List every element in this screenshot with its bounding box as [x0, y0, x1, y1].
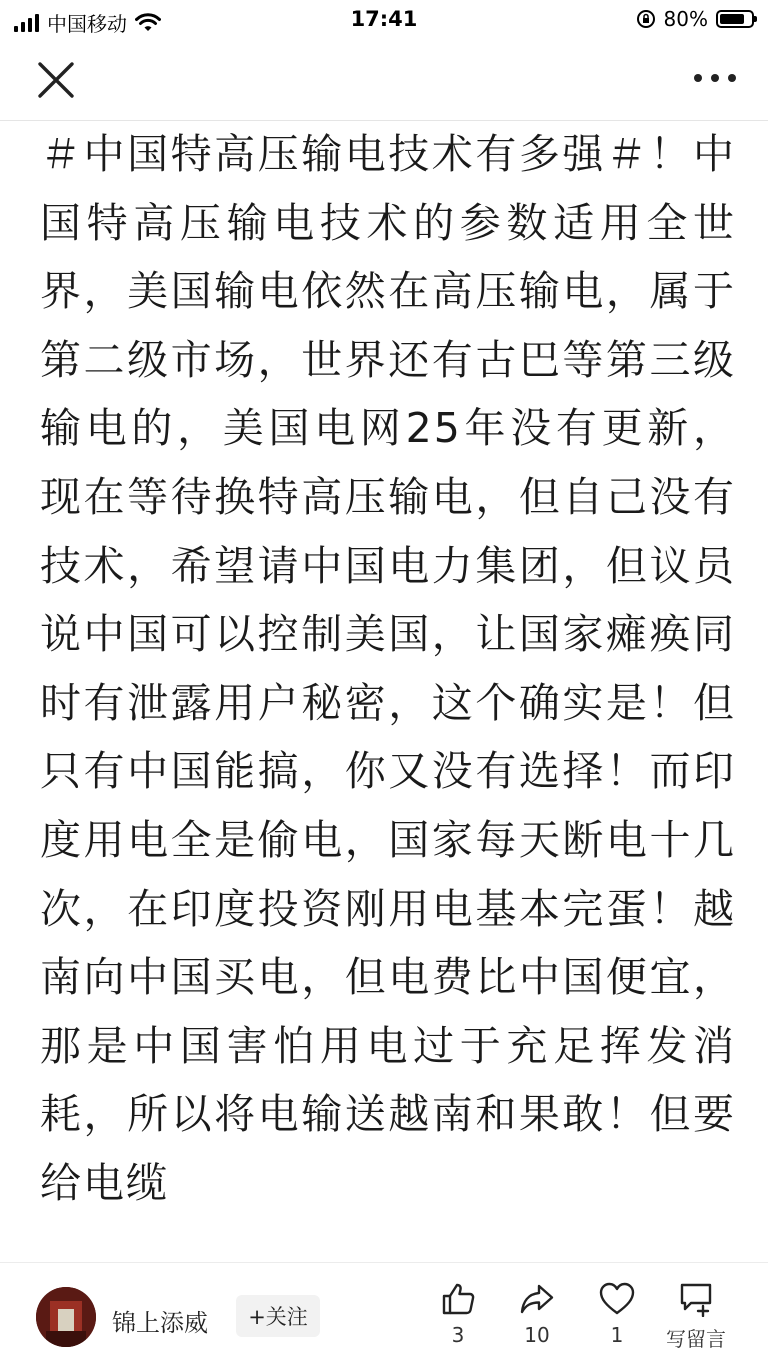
- comment-label: 写留言: [666, 1327, 726, 1351]
- more-dots-icon: [692, 68, 738, 88]
- status-bar: [0, 0, 768, 40]
- favorite-button[interactable]: [577, 1281, 657, 1347]
- bottom-bar: [0, 1262, 768, 1367]
- thumbs-up-icon: [440, 1281, 476, 1317]
- share-arrow-icon: [519, 1281, 555, 1317]
- write-comment-icon: [677, 1281, 715, 1317]
- status-right: [636, 7, 754, 31]
- battery-percent: 80%: [663, 7, 708, 31]
- comment-button[interactable]: [656, 1281, 736, 1352]
- close-button[interactable]: [34, 58, 78, 102]
- battery-fill: [720, 14, 744, 24]
- post-content: [40, 120, 736, 1260]
- author-name[interactable]: 锦上添威: [112, 1309, 208, 1337]
- post-text: ＃中国特高压输电技术有多强＃！中国特高压输电技术的参数适用全世界，美国输电依然在高压输电，属于第二级市场，世界还有古巴等第三级输电的，美国电网25年没有更新，现在等待换特高压输电，但自己没有技术，希望请中国电力集团，但议员说中国可以控制美国，让国家瘫痪同时有泄露用户秘密，这个确实是！但只有中国能搞，你又没有选择！而印度用电全是偷电，国家每天断电十几次，在印度投资刚用电基本完蛋！越南向中国买电，但电费比中国便宜，那是中国害怕用电过于充足挥发消耗，所以将电输送越南和果敢！但要给电缆: [40, 130, 736, 1207]
- share-button[interactable]: [497, 1281, 577, 1347]
- heart-icon: [598, 1281, 636, 1317]
- carrier-name: 中国移动: [47, 12, 127, 36]
- battery-icon: [716, 10, 754, 28]
- close-icon: [34, 58, 78, 102]
- like-button[interactable]: [418, 1281, 498, 1347]
- share-count: 10: [524, 1323, 550, 1347]
- orientation-lock-icon: [636, 9, 656, 29]
- avatar[interactable]: [36, 1287, 96, 1347]
- follow-button[interactable]: +关注: [236, 1295, 320, 1337]
- like-count: 3: [451, 1323, 465, 1347]
- avatar-image: [36, 1287, 96, 1347]
- favorite-count: 1: [610, 1323, 624, 1347]
- more-button[interactable]: [692, 68, 738, 88]
- status-time: 17:41: [350, 7, 418, 31]
- nav-bar: [0, 40, 768, 121]
